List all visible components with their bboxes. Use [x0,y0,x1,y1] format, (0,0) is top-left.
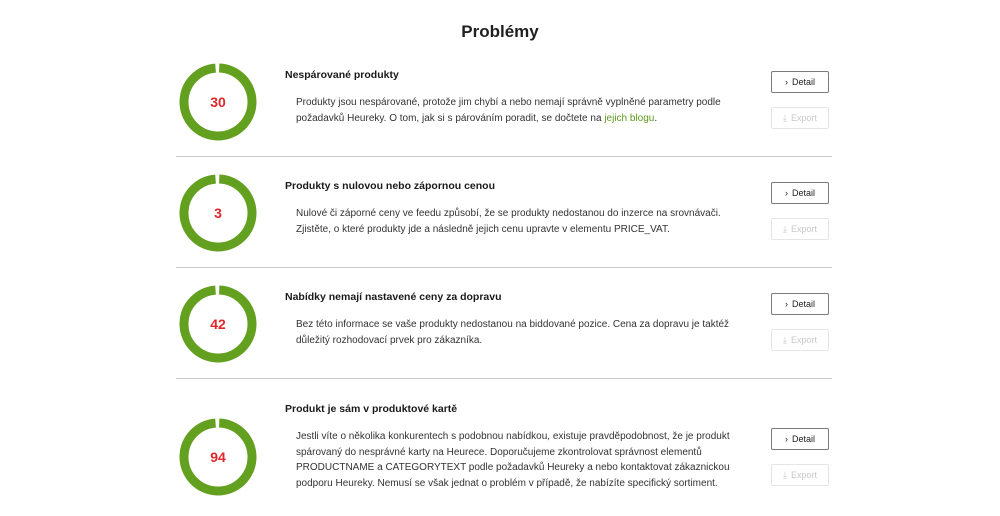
problem-count-ring [178,284,258,364]
download-icon: ⤓ [783,470,787,480]
detail-button-label: Detail [791,188,815,198]
export-button[interactable] [771,218,829,240]
detail-button[interactable] [771,428,829,450]
problem-card [176,173,832,268]
detail-button-label: Detail [791,434,815,444]
problem-title: Nespárované produkty [285,69,399,81]
problem-description: Jestli víte o několika konkurentech s podobnou nabídkou, existuje pravděpodobnost, že je produkt spárovaný do nesprávné karty na Heurece. Doporučujeme zkontrolovat správnost elementů PRODUCTNAME a CATEGORYTEXT podle požadavků Heureky a nebo kontaktovat zákaznickou podporu Heureky. Nemusí se však jednat o problém v případě, že nabízíte specifický sortiment. [296,431,730,489]
problem-description [296,95,748,126]
chevron-right-icon: › [784,434,788,444]
detail-button[interactable] [771,293,829,315]
download-icon: ⤓ [783,335,787,345]
problem-card [176,62,832,157]
chevron-right-icon: › [784,299,788,309]
problem-count-ring [178,173,258,253]
problem-count-ring [178,62,258,142]
problem-description: Nulové či záporné ceny ve feedu způsobí, že se produkty nedostanou do inzerce na srovnávači. Zjistěte, o které produkty jde a následně jejich cenu upravte v elementu PRICE_VAT. [296,208,721,235]
problem-count: 30 [210,94,226,110]
export-button-label: Export [790,113,817,123]
problem-count: 94 [210,449,226,465]
chevron-right-icon: › [784,188,788,198]
chevron-right-icon: › [784,77,788,87]
detail-button[interactable] [771,71,829,93]
export-button-label: Export [790,335,817,345]
problem-count: 3 [214,205,222,221]
export-button-label: Export [790,470,817,480]
download-icon: ⤓ [783,224,787,234]
problem-description: Bez této informace se vaše produkty nedostanou na biddované pozice. Cena za dopravu je taktéž důležitý rozhodovací prvek pro zákazníka. [296,319,730,346]
divider [176,378,832,379]
description-text: Produkty jsou nespárované, protože jim chybí a nebo nemají správně vyplněné parametry podle požadavků Heureky. O tom, jak si s párováním poradit, se dočtete na [296,97,721,124]
blog-link[interactable]: jejich blogu [604,112,655,124]
detail-button[interactable] [771,182,829,204]
detail-button-label: Detail [791,77,815,87]
page-title: Problémy [461,22,539,41]
divider [176,156,832,157]
problem-card [176,396,832,514]
problem-title: Produkt je sám v produktové kartě [285,403,458,415]
detail-button-label: Detail [791,299,815,309]
problem-card [176,284,832,379]
problem-count-ring [178,417,258,497]
problem-title: Produkty s nulovou nebo zápornou cenou [285,180,496,192]
export-button-label: Export [790,224,817,234]
export-button[interactable] [771,107,829,129]
download-icon: ⤓ [783,113,787,123]
description-text-end: . [654,112,658,124]
problem-count: 42 [210,316,226,332]
problem-title: Nabídky nemají nastavené ceny za dopravu [285,291,502,303]
divider [176,267,832,268]
export-button[interactable] [771,329,829,351]
export-button[interactable] [771,464,829,486]
